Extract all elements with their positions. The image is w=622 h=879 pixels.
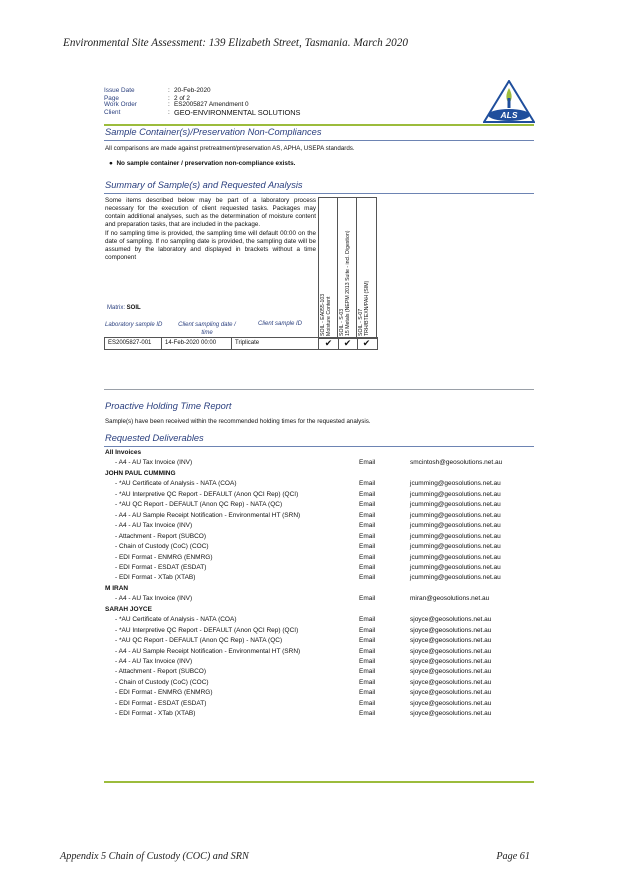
deliverable-row — [105, 574, 535, 584]
recipient-email: jcumming@geosolutions.net.au — [410, 480, 501, 488]
meta-colon: : — [168, 101, 170, 108]
analysis-code: SOIL - EA055-103 — [320, 293, 326, 336]
delivery-method: Email — [359, 574, 376, 582]
delivery-method: Email — [359, 511, 376, 519]
delivery-method: Email — [359, 563, 376, 571]
deliverable-row — [105, 595, 535, 605]
recipient-email: sjoyce@geosolutions.net.au — [410, 710, 492, 718]
column-divider — [337, 198, 338, 338]
deliverable-row — [105, 554, 535, 564]
analysis-column — [339, 230, 351, 336]
col-lab-sample-id: Laboratory sample ID — [105, 322, 163, 328]
deliverable-description: - *AU Certificate of Analysis - NATA (COA) — [115, 480, 237, 488]
check-icon: ✔ — [362, 338, 371, 348]
recipient-email: sjoyce@geosolutions.net.au — [410, 658, 492, 665]
delivery-method: Email — [359, 553, 376, 561]
holding-time-title: Proactive Holding Time Report — [105, 401, 232, 411]
als-logo — [483, 80, 535, 124]
deliverable-description: - A4 - AU Tax Invoice (INV) — [115, 658, 193, 665]
logo-text: ALS — [500, 110, 518, 121]
delivery-method: Email — [359, 637, 376, 645]
check-icon: ✔ — [338, 337, 358, 349]
deliverable-row — [105, 679, 535, 689]
delivery-method: Email — [359, 532, 376, 540]
delivery-method: Email — [359, 459, 376, 467]
delivery-method: Email — [359, 689, 376, 697]
recipient-email: sjoyce@geosolutions.net.au — [410, 626, 492, 634]
deliverable-row — [105, 522, 535, 532]
client-label: Client — [104, 109, 121, 116]
non-compliance-bullet — [109, 160, 295, 167]
deliverable-row — [105, 459, 535, 469]
deliverable-row — [105, 627, 535, 637]
page-count: 2 of 2 — [174, 95, 190, 102]
analysis-column — [320, 294, 332, 336]
footer-page-number: Page 61 — [496, 851, 530, 862]
meta-colon: : — [168, 87, 170, 94]
holding-time-text: Sample(s) have been received within the recommended holding times for the requested analysis. — [105, 418, 371, 425]
deliverable-row — [105, 637, 535, 647]
non-compliance-title: Sample Container(s)/Preservation Non-Compliances — [105, 127, 322, 137]
report-meta — [104, 87, 300, 117]
deliverable-description: - EDI Format - ENMRG (ENMRG) — [115, 553, 213, 561]
recipient-email: miran@geosolutions.net.au — [410, 595, 490, 603]
analysis-name: TRH/BTEXN/PAH (SIM) — [364, 280, 370, 336]
delivery-method: Email — [359, 710, 376, 718]
recipient-group-name: JOHN PAUL CUMMING — [105, 469, 176, 477]
deliverable-row — [105, 480, 535, 490]
work-order-label: Work Order — [104, 101, 137, 108]
delivery-method: Email — [359, 501, 376, 509]
work-order: ES2005827 Amendment 0 — [174, 101, 249, 108]
col-client-sampling: Client sampling date / time — [178, 322, 236, 336]
column-divider — [356, 198, 357, 338]
deliverable-description: - Chain of Custody (CoC) (COC) — [115, 678, 209, 686]
deliverable-description: - EDI Format - ENMRG (ENMRG) — [115, 689, 213, 697]
deliverable-description: - EDI Format - ESDAT (ESDAT) — [115, 699, 207, 707]
analysis-name: Moisture Content — [326, 296, 332, 336]
logo-stem — [508, 98, 511, 108]
issue-date-label: Issue Date — [104, 87, 135, 94]
recipient-email: sjoyce@geosolutions.net.au — [410, 699, 492, 707]
delivery-method: Email — [359, 668, 376, 676]
analysis-name: 15 Metals (NEPM 2013 Suite - incl. Digestion) — [345, 230, 351, 336]
recipient-email: jcumming@geosolutions.net.au — [410, 490, 501, 498]
deliverable-row — [105, 543, 535, 553]
matrix-label — [107, 305, 141, 311]
sample-client-id: Triplicate — [232, 338, 319, 349]
summary-title: Summary of Sample(s) and Requested Analysis — [105, 180, 303, 190]
sample-lab-id: ES2005827-001 — [105, 338, 162, 349]
deliverable-description: - A4 - AU Sample Receipt Notification - Environmental HT (SRN) — [115, 511, 301, 519]
recipient-email: jcumming@geosolutions.net.au — [410, 532, 501, 540]
section-rule — [104, 389, 534, 390]
deliverable-description: - EDI Format - XTab (XTAB) — [115, 710, 196, 718]
sample-sampling-date: 14-Feb-2020 00:00 — [162, 338, 232, 349]
delivery-method: Email — [359, 595, 376, 603]
delivery-method: Email — [359, 616, 376, 624]
meta-colon: : — [168, 109, 170, 116]
recipient-email: jcumming@geosolutions.net.au — [410, 553, 501, 561]
deliverable-description: - A4 - AU Tax Invoice (INV) — [115, 522, 193, 530]
delivery-method: Email — [359, 678, 376, 686]
deliverable-description: - *AU Interpretive QC Report - DEFAULT (Anon QCI Rep) (QCI) — [115, 490, 299, 498]
deliverable-row — [105, 658, 535, 668]
issue-date: 20-Feb-2020 — [174, 87, 211, 94]
deliverable-description: - A4 - AU Sample Receipt Notification - Environmental HT (SRN) — [115, 647, 301, 655]
col-client-sample-id: Client sample ID — [257, 321, 302, 327]
deliverable-description: - EDI Format - XTab (XTAB) — [115, 574, 196, 582]
analysis-columns — [318, 197, 377, 339]
deliverable-row — [105, 501, 535, 511]
recipient-email: jcumming@geosolutions.net.au — [410, 543, 501, 551]
header-rule — [104, 124, 534, 126]
deliverable-description: - *AU QC Report - DEFAULT (Anon QC Rep) - NATA (QC) — [115, 637, 283, 645]
deliverables-title: Requested Deliverables — [105, 433, 204, 443]
recipient-email: sjoyce@geosolutions.net.au — [410, 637, 492, 645]
delivery-method: Email — [359, 490, 376, 498]
deliverable-description: - A4 - AU Tax Invoice (INV) — [115, 459, 193, 467]
deliverable-description: - Attachment - Report (SUBCO) — [115, 668, 207, 676]
recipient-email: jcumming@geosolutions.net.au — [410, 574, 501, 582]
matrix-value: SOIL — [126, 305, 141, 311]
deliverable-description: - A4 - AU Tax Invoice (INV) — [115, 595, 193, 603]
recipient-email: jcumming@geosolutions.net.au — [410, 563, 501, 571]
recipient-email: sjoyce@geosolutions.net.au — [410, 678, 492, 686]
deliverable-row — [105, 710, 535, 720]
deliverable-description: - Chain of Custody (CoC) (COC) — [115, 543, 209, 551]
meta-colon: : — [168, 95, 170, 102]
check-icon: ✔ — [319, 337, 339, 349]
analysis-column — [358, 281, 370, 336]
matrix-label-text: Matrix: — [107, 305, 125, 311]
deliverable-description: - *AU QC Report - DEFAULT (Anon QC Rep) - NATA (QC) — [115, 501, 283, 509]
deliverable-description: - *AU Interpretive QC Report - DEFAULT (Anon QCI Rep) (QCI) — [115, 626, 299, 634]
lab-report-page — [104, 84, 534, 814]
recipient-group-name: M IRAN — [105, 584, 129, 592]
recipient-email: sjoyce@geosolutions.net.au — [410, 647, 492, 655]
recipient-email: smcintosh@geosolutions.net.au — [410, 459, 503, 467]
section-rule — [104, 140, 534, 141]
analysis-code: SOIL - S-03 — [339, 308, 345, 336]
deliverable-row — [105, 700, 535, 710]
deliverable-description: - *AU Certificate of Analysis - NATA (COA) — [115, 616, 237, 624]
recipient-group-name: All Invoices — [105, 449, 142, 456]
deliverable-description: - Attachment - Report (SUBCO) — [115, 532, 207, 540]
delivery-method: Email — [359, 647, 376, 655]
deliverable-row — [105, 616, 535, 626]
deliverable-row — [105, 648, 535, 658]
delivery-method: Email — [359, 480, 376, 488]
recipient-email: jcumming@geosolutions.net.au — [410, 522, 501, 530]
summary-paragraph-1: Some items described below may be part of a laboratory process necessary for the execution of client requested tasks. Packages may contain additional analyses, such as the determination of moisture content and preparation tasks, that are included in the package. — [105, 197, 316, 229]
footer-rule — [104, 781, 534, 783]
deliverable-row — [105, 491, 535, 501]
summary-paragraph — [105, 197, 316, 262]
recipient-group-name: SARAH JOYCE — [105, 605, 152, 613]
deliverable-row — [105, 564, 535, 574]
delivery-method: Email — [359, 522, 376, 530]
deliverable-description: - EDI Format - ESDAT (ESDAT) — [115, 563, 207, 571]
sample-row — [104, 337, 378, 350]
page-label: Page — [104, 95, 119, 102]
deliverable-row — [105, 533, 535, 543]
recipient-email: sjoyce@geosolutions.net.au — [410, 689, 492, 697]
footer-left: Appendix 5 Chain of Custody (COC) and SRN — [60, 851, 249, 862]
delivery-method: Email — [359, 626, 376, 634]
delivery-method: Email — [359, 658, 376, 665]
non-compliance-intro: All comparisons are made against pretreatment/preservation AS, APHA, USEPA standards. — [105, 145, 355, 152]
page-header: Environmental Site Assessment: 139 Elizabeth Street, Tasmania. March 2020 — [63, 37, 408, 49]
bullet-icon: ● — [109, 160, 113, 167]
recipient-email: jcumming@geosolutions.net.au — [410, 501, 501, 509]
non-compliance-bullet-text: No sample container / preservation non-compliance exists. — [116, 160, 296, 167]
recipient-email: sjoyce@geosolutions.net.au — [410, 616, 492, 624]
recipient-email: sjoyce@geosolutions.net.au — [410, 668, 492, 676]
section-rule — [104, 193, 534, 194]
recipient-email: jcumming@geosolutions.net.au — [410, 511, 501, 519]
summary-paragraph-2: If no sampling time is provided, the sampling time will default 00:00 on the date of sampling. If no sampling date is provided, the sampling date will be assumed by the laboratory and displayed in brackets without a time component — [105, 229, 316, 262]
deliverable-row — [105, 689, 535, 699]
client-name: GEO-ENVIRONMENTAL SOLUTIONS — [174, 108, 301, 117]
deliverable-row — [105, 668, 535, 678]
delivery-method: Email — [359, 543, 376, 551]
analysis-code: SOIL - S-07 — [358, 308, 364, 336]
section-rule — [104, 446, 534, 447]
deliverable-row — [105, 512, 535, 522]
delivery-method: Email — [359, 699, 376, 707]
